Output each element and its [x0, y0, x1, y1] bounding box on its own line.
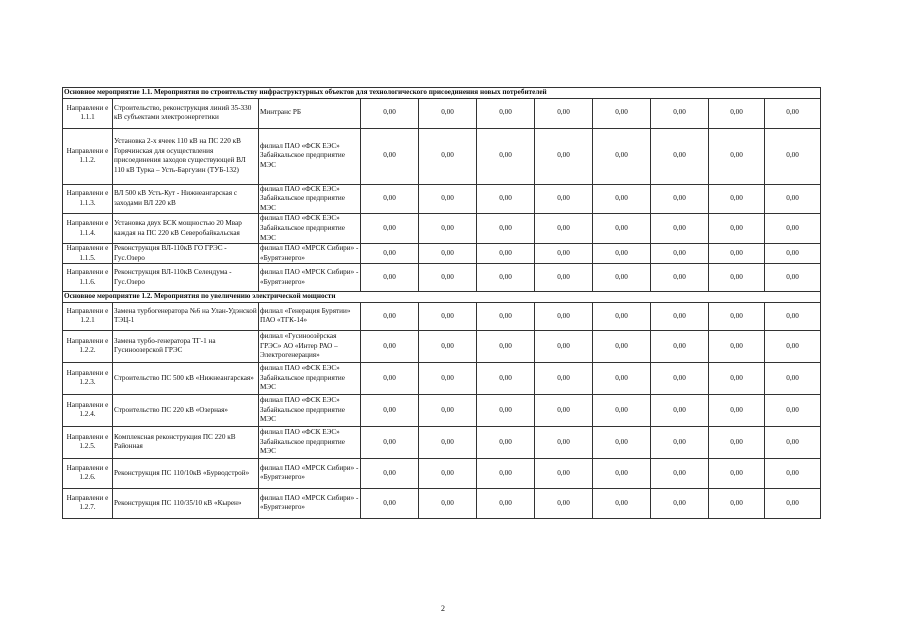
value-cell: 0,00: [651, 128, 709, 184]
measure-name-cell: Строительство ПС 500 кВ «Нижнеангарская»: [113, 362, 259, 394]
direction-cell: Направлени е 1.2.2.: [63, 330, 113, 362]
table-row: [63, 214, 821, 244]
value-cell: 0,00: [709, 244, 765, 264]
value-cell: 0,00: [651, 426, 709, 458]
value-cell: 0,00: [361, 302, 419, 330]
value-cell: 0,00: [593, 488, 651, 518]
executor-cell: филиал ПАО «ФСК ЕЭС» Забайкальское предприятие МЭС: [259, 394, 361, 426]
direction-cell: Направлени е 1.1.3.: [63, 184, 113, 214]
value-cell: 0,00: [593, 362, 651, 394]
value-cell: 0,00: [709, 264, 765, 292]
value-cell: 0,00: [709, 98, 765, 128]
value-cell: 0,00: [765, 330, 821, 362]
value-cell: 0,00: [651, 98, 709, 128]
direction-cell: Направлени е 1.2.3.: [63, 362, 113, 394]
table-row: [63, 264, 821, 292]
value-cell: 0,00: [419, 128, 477, 184]
value-cell: 0,00: [765, 214, 821, 244]
value-cell: 0,00: [361, 362, 419, 394]
measure-name-cell: Комплексная реконструкция ПС 220 кВ Районная: [113, 426, 259, 458]
value-cell: 0,00: [361, 184, 419, 214]
value-cell: 0,00: [535, 184, 593, 214]
value-cell: 0,00: [593, 98, 651, 128]
direction-cell: Направлени е 1.1.4.: [63, 214, 113, 244]
value-cell: 0,00: [361, 458, 419, 488]
value-cell: 0,00: [765, 426, 821, 458]
value-cell: 0,00: [535, 488, 593, 518]
value-cell: 0,00: [651, 394, 709, 426]
value-cell: 0,00: [593, 264, 651, 292]
table-row: [63, 458, 821, 488]
measures-table: [62, 87, 821, 519]
page-number: 2: [441, 604, 445, 613]
value-cell: 0,00: [651, 264, 709, 292]
value-cell: 0,00: [477, 362, 535, 394]
measure-name-cell: Установка 2-х ячеек 110 кВ на ПС 220 кВ Горячинская для осуществления присоединения заходов существующей ВЛ 110 кВ Турка – Усть-Баргузин (ТУБ-132): [113, 128, 259, 184]
section-title: Основное мероприятие 1.1. Мероприятия по строительству инфраструктурных объектов для технологического присоединения новых потребителей: [63, 88, 821, 99]
value-cell: 0,00: [593, 426, 651, 458]
value-cell: 0,00: [709, 394, 765, 426]
value-cell: 0,00: [709, 302, 765, 330]
value-cell: 0,00: [765, 98, 821, 128]
value-cell: 0,00: [419, 98, 477, 128]
value-cell: 0,00: [419, 244, 477, 264]
value-cell: 0,00: [535, 362, 593, 394]
value-cell: 0,00: [477, 128, 535, 184]
table-row: [63, 330, 821, 362]
value-cell: 0,00: [361, 214, 419, 244]
value-cell: 0,00: [477, 330, 535, 362]
executor-cell: филиал ПАО «ФСК ЕЭС» Забайкальское предприятие МЭС: [259, 426, 361, 458]
executor-cell: филиал ПАО «МРСК Сибири» - «Бурятэнерго»: [259, 244, 361, 264]
executor-cell: филиал ПАО «МРСК Сибири» - «Бурятэнерго»: [259, 264, 361, 292]
value-cell: 0,00: [419, 184, 477, 214]
value-cell: 0,00: [709, 128, 765, 184]
value-cell: 0,00: [651, 302, 709, 330]
value-cell: 0,00: [765, 128, 821, 184]
executor-cell: Минтранс РБ: [259, 98, 361, 128]
value-cell: 0,00: [419, 362, 477, 394]
value-cell: 0,00: [535, 244, 593, 264]
value-cell: 0,00: [535, 302, 593, 330]
executor-cell: филиал ПАО «МРСК Сибири» - «Бурятэнерго»: [259, 458, 361, 488]
value-cell: 0,00: [709, 330, 765, 362]
value-cell: 0,00: [477, 394, 535, 426]
table-row: [63, 244, 821, 264]
section-title: Основное мероприятие 1.2. Мероприятия по увеличению электрической мощности: [63, 292, 821, 303]
value-cell: 0,00: [361, 98, 419, 128]
value-cell: 0,00: [361, 394, 419, 426]
value-cell: 0,00: [651, 330, 709, 362]
value-cell: 0,00: [765, 264, 821, 292]
value-cell: 0,00: [361, 330, 419, 362]
measure-name-cell: Замена турбогенератора №6 на Улан-Удэнской ТЭЦ-1: [113, 302, 259, 330]
value-cell: 0,00: [535, 330, 593, 362]
direction-cell: Направлени е 1.2.1: [63, 302, 113, 330]
value-cell: 0,00: [361, 128, 419, 184]
value-cell: 0,00: [709, 488, 765, 518]
measure-name-cell: Строительство ПС 220 кВ «Озерная»: [113, 394, 259, 426]
value-cell: 0,00: [709, 214, 765, 244]
value-cell: 0,00: [651, 458, 709, 488]
value-cell: 0,00: [535, 98, 593, 128]
value-cell: 0,00: [361, 488, 419, 518]
executor-cell: филиал ПАО «ФСК ЕЭС» Забайкальское предприятие МЭС: [259, 362, 361, 394]
value-cell: 0,00: [593, 184, 651, 214]
value-cell: 0,00: [419, 264, 477, 292]
value-cell: 0,00: [535, 128, 593, 184]
value-cell: 0,00: [361, 244, 419, 264]
value-cell: 0,00: [419, 426, 477, 458]
value-cell: 0,00: [765, 244, 821, 264]
value-cell: 0,00: [765, 302, 821, 330]
value-cell: 0,00: [593, 330, 651, 362]
table-row: [63, 394, 821, 426]
direction-cell: Направлени е 1.1.2.: [63, 128, 113, 184]
executor-cell: филиал «Генерация Бурятии» ПАО «ТГК-14»: [259, 302, 361, 330]
value-cell: 0,00: [709, 458, 765, 488]
direction-cell: Направлени е 1.2.6.: [63, 458, 113, 488]
value-cell: 0,00: [477, 214, 535, 244]
table-row: [63, 302, 821, 330]
measure-name-cell: Замена турбо-генератора ТГ-1 на Гусиноозерской ГРЭС: [113, 330, 259, 362]
measure-name-cell: ВЛ 500 кВ Усть-Кут - Нижнеангарская с заходами ВЛ 220 кВ: [113, 184, 259, 214]
direction-cell: Направлени е 1.1.5.: [63, 244, 113, 264]
value-cell: 0,00: [765, 362, 821, 394]
table-row: [63, 488, 821, 518]
measure-name-cell: Реконструкция ПС 110/35/10 кВ «Кырен»: [113, 488, 259, 518]
value-cell: 0,00: [477, 184, 535, 214]
direction-cell: Направлени е 1.1.6.: [63, 264, 113, 292]
table-body: [63, 88, 821, 519]
section-header-row: [63, 292, 821, 303]
value-cell: 0,00: [651, 184, 709, 214]
value-cell: 0,00: [535, 394, 593, 426]
direction-cell: Направлени е 1.2.7.: [63, 488, 113, 518]
executor-cell: филиал ПАО «ФСК ЕЭС» Забайкальское предприятие МЭС: [259, 214, 361, 244]
table-row: [63, 184, 821, 214]
table-row: [63, 128, 821, 184]
table-row: [63, 98, 821, 128]
value-cell: 0,00: [477, 488, 535, 518]
value-cell: 0,00: [477, 458, 535, 488]
value-cell: 0,00: [765, 458, 821, 488]
value-cell: 0,00: [651, 488, 709, 518]
value-cell: 0,00: [765, 488, 821, 518]
direction-cell: Направлени е 1.2.5.: [63, 426, 113, 458]
value-cell: 0,00: [593, 244, 651, 264]
value-cell: 0,00: [535, 426, 593, 458]
measure-name-cell: Реконструкция ВЛ-110кВ Селендума - Гус.Озеро: [113, 264, 259, 292]
value-cell: 0,00: [419, 214, 477, 244]
value-cell: 0,00: [477, 302, 535, 330]
value-cell: 0,00: [593, 214, 651, 244]
value-cell: 0,00: [651, 244, 709, 264]
value-cell: 0,00: [651, 214, 709, 244]
value-cell: 0,00: [709, 362, 765, 394]
value-cell: 0,00: [477, 264, 535, 292]
value-cell: 0,00: [593, 302, 651, 330]
value-cell: 0,00: [535, 264, 593, 292]
executor-cell: филиал ПАО «ФСК ЕЭС» Забайкальское предприятие МЭС: [259, 184, 361, 214]
measure-name-cell: Реконструкция ПС 110/10кВ «Бурводстрой»: [113, 458, 259, 488]
value-cell: 0,00: [765, 184, 821, 214]
value-cell: 0,00: [419, 394, 477, 426]
executor-cell: филиал ПАО «ФСК ЕЭС» Забайкальское предприятие МЭС: [259, 128, 361, 184]
value-cell: 0,00: [419, 458, 477, 488]
value-cell: 0,00: [535, 214, 593, 244]
value-cell: 0,00: [419, 302, 477, 330]
value-cell: 0,00: [477, 98, 535, 128]
section-header-row: [63, 88, 821, 99]
table-row: [63, 426, 821, 458]
direction-cell: Направлени е 1.2.4.: [63, 394, 113, 426]
value-cell: 0,00: [593, 458, 651, 488]
value-cell: 0,00: [535, 458, 593, 488]
value-cell: 0,00: [477, 244, 535, 264]
executor-cell: филиал «Гусиноозёрская ГРЭС» АО «Интер РАО – Электрогенерация»: [259, 330, 361, 362]
value-cell: 0,00: [765, 394, 821, 426]
measure-name-cell: Строительство, реконструкция линий 35-330 кВ субъектами электроэнергетики: [113, 98, 259, 128]
direction-cell: Направлени е 1.1.1: [63, 98, 113, 128]
measure-name-cell: Реконструкция ВЛ-110кВ ГО ГРЭС - Гус.Озеро: [113, 244, 259, 264]
value-cell: 0,00: [593, 128, 651, 184]
value-cell: 0,00: [709, 184, 765, 214]
value-cell: 0,00: [361, 426, 419, 458]
value-cell: 0,00: [419, 330, 477, 362]
value-cell: 0,00: [361, 264, 419, 292]
value-cell: 0,00: [419, 488, 477, 518]
measure-name-cell: Установка двух БСК мощностью 20 Мвар каждая на ПС 220 кВ Северобайкальская: [113, 214, 259, 244]
value-cell: 0,00: [593, 394, 651, 426]
executor-cell: филиал ПАО «МРСК Сибири» - «Бурятэнерго»: [259, 488, 361, 518]
value-cell: 0,00: [477, 426, 535, 458]
value-cell: 0,00: [651, 362, 709, 394]
value-cell: 0,00: [709, 426, 765, 458]
table-row: [63, 362, 821, 394]
